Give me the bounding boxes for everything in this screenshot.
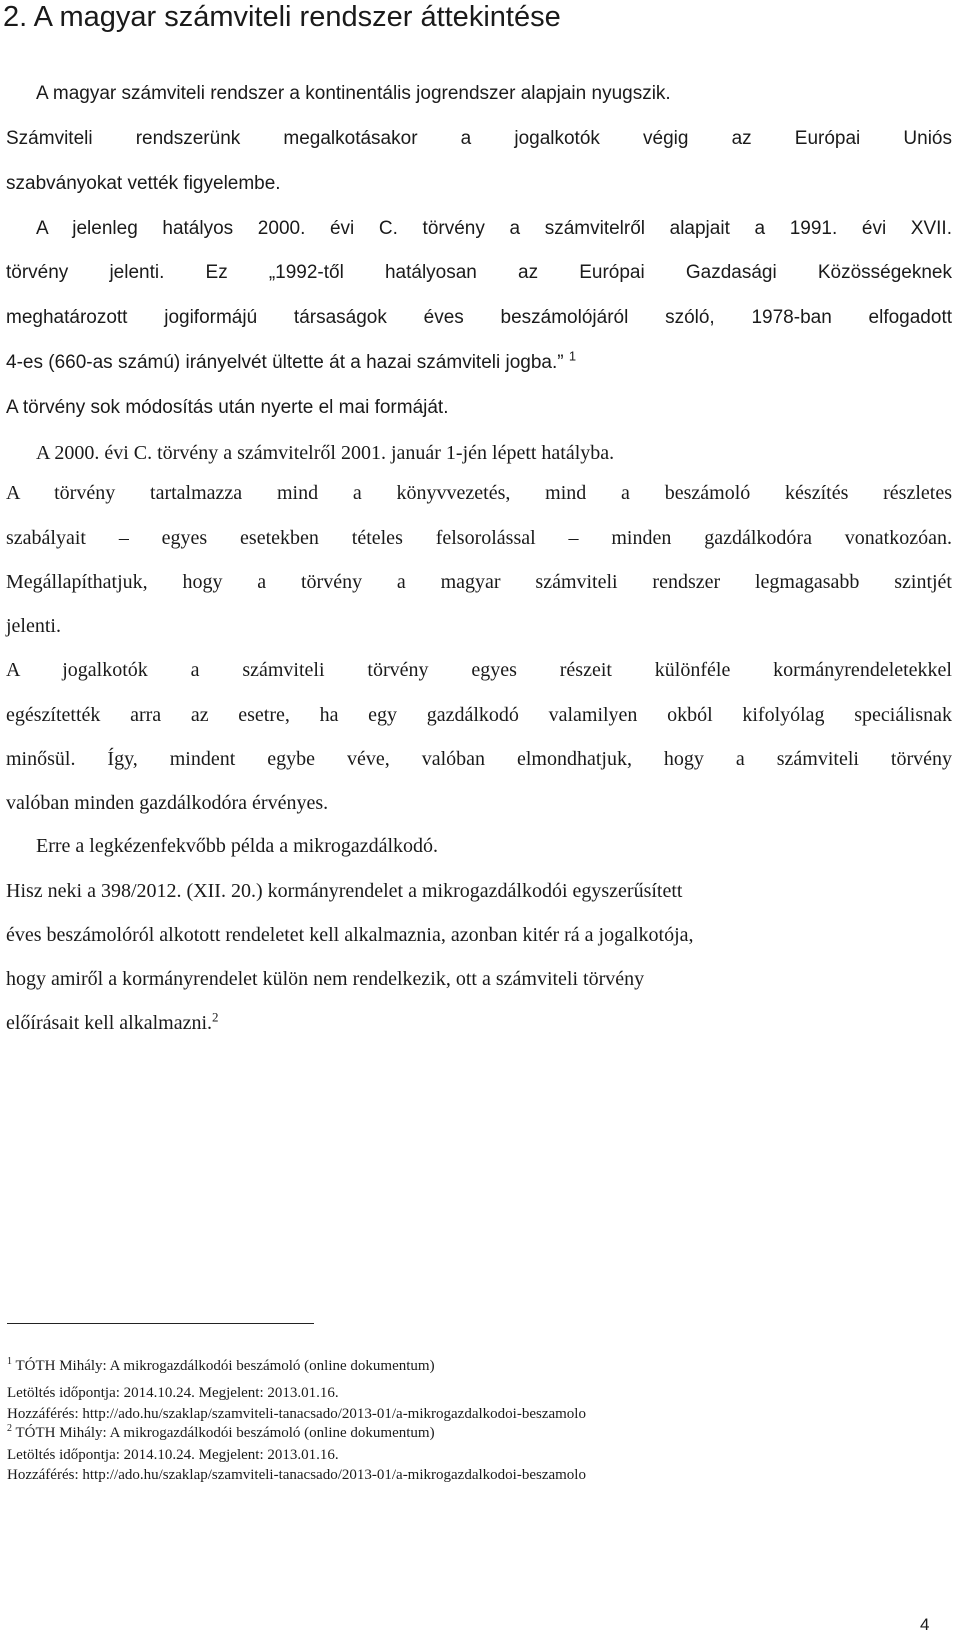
paragraph-line: minősül. Így, mindent egybe véve, valóban elmondhatjuk, hogy a számviteli törvény bbox=[6, 748, 952, 770]
footnote-line: Hozzáférés: http://ado.hu/szaklap/szamviteli-tanacsado/2013-01/a-mikrogazdalkodoi-beszamolo bbox=[7, 1406, 586, 1422]
paragraph-line: meghatározott jogiformájú társaságok éves beszámolójáról szóló, 1978-ban elfogadott bbox=[6, 307, 952, 328]
paragraph-line: jelenti. bbox=[6, 615, 61, 637]
paragraph-line: A jogalkotók a számviteli törvény egyes részeit különféle kormányrendeletekkel bbox=[6, 659, 952, 681]
paragraph-line: Hisz neki a 398/2012. (XII. 20.) kormányrendelet a mikrogazdálkodói egyszerűsített bbox=[6, 880, 683, 902]
footnote-separator bbox=[7, 1323, 314, 1324]
paragraph-line: A törvény tartalmazza mind a könyvvezetés, mind a beszámoló készítés részletes bbox=[6, 482, 952, 504]
footnote-line: Letöltés időpontja: 2014.10.24. Megjelent: 2013.01.16. bbox=[7, 1385, 339, 1401]
footnote-number: 2 bbox=[7, 1423, 12, 1434]
paragraph-line: Megállapíthatjuk, hogy a törvény a magyar számviteli rendszer legmagasabb szintjét bbox=[6, 571, 952, 593]
paragraph-line: szabályait – egyes esetekben tételes felsorolással – minden gazdálkodóra vonatkozóan. bbox=[6, 527, 952, 549]
footnote-line bbox=[7, 1357, 435, 1375]
footnote-line: Letöltés időpontja: 2014.10.24. Megjelent: 2013.01.16. bbox=[7, 1447, 339, 1463]
page-number: 4 bbox=[920, 1615, 930, 1634]
paragraph-line: éves beszámolóról alkotott rendeletet kell alkalmaznia, azonban kitér rá a jogalkotója, bbox=[6, 924, 694, 946]
footnote-number: 1 bbox=[7, 1356, 12, 1367]
footnote-reference: 1 bbox=[568, 348, 577, 364]
footnote-text: TÓTH Mihály: A mikrogazdálkodói beszámoló (online dokumentum) bbox=[15, 1358, 435, 1374]
paragraph-line: törvény jelenti. Ez „1992-től hatályosan az Európai Gazdasági Közösségeknek bbox=[6, 262, 952, 283]
footnote-line bbox=[7, 1424, 435, 1442]
footnote-text: TÓTH Mihály: A mikrogazdálkodói beszámoló (online dokumentum) bbox=[15, 1425, 435, 1441]
paragraph-line: A jelenleg hatályos 2000. évi C. törvény a számvitelről alapjait a 1991. évi XVII. bbox=[36, 218, 952, 239]
paragraph-line bbox=[6, 1011, 952, 1035]
paragraph-line bbox=[6, 348, 952, 375]
footnote-reference: 2 bbox=[212, 1009, 219, 1025]
paragraph-line: Erre a legkézenfekvőbb példa a mikrogazdálkodó. bbox=[36, 835, 439, 857]
paragraph-line: egészítették arra az esetre, ha egy gazdálkodó valamilyen okból kifolyólag speciálisnak bbox=[6, 704, 952, 726]
paragraph-line: szabványokat vették figyelembe. bbox=[6, 173, 281, 194]
paragraph-line: A magyar számviteli rendszer a kontinentális jogrendszer alapjain nyugszik. bbox=[36, 83, 671, 104]
paragraph-line: A 2000. évi C. törvény a számvitelről 2001. január 1-jén lépett hatályba. bbox=[36, 442, 615, 464]
line-text: előírásait kell alkalmazni. bbox=[6, 1012, 213, 1034]
paragraph-line: Számviteli rendszerünk megalkotásakor a jogalkotók végig az Európai Uniós bbox=[6, 128, 952, 149]
line-text: 4-es (660-as számú) irányelvét ültette át a hazai számviteli jogba.” bbox=[6, 352, 564, 373]
paragraph-line: hogy amiről a kormányrendelet külön nem rendelkezik, ott a számviteli törvény bbox=[6, 968, 645, 990]
footnote-line: Hozzáférés: http://ado.hu/szaklap/szamviteli-tanacsado/2013-01/a-mikrogazdalkodoi-beszamolo bbox=[7, 1467, 586, 1483]
paragraph-line: valóban minden gazdálkodóra érvényes. bbox=[6, 792, 329, 814]
paragraph-line: A törvény sok módosítás után nyerte el mai formáját. bbox=[6, 397, 449, 418]
section-heading: 2. A magyar számviteli rendszer áttekintése bbox=[3, 1, 561, 33]
